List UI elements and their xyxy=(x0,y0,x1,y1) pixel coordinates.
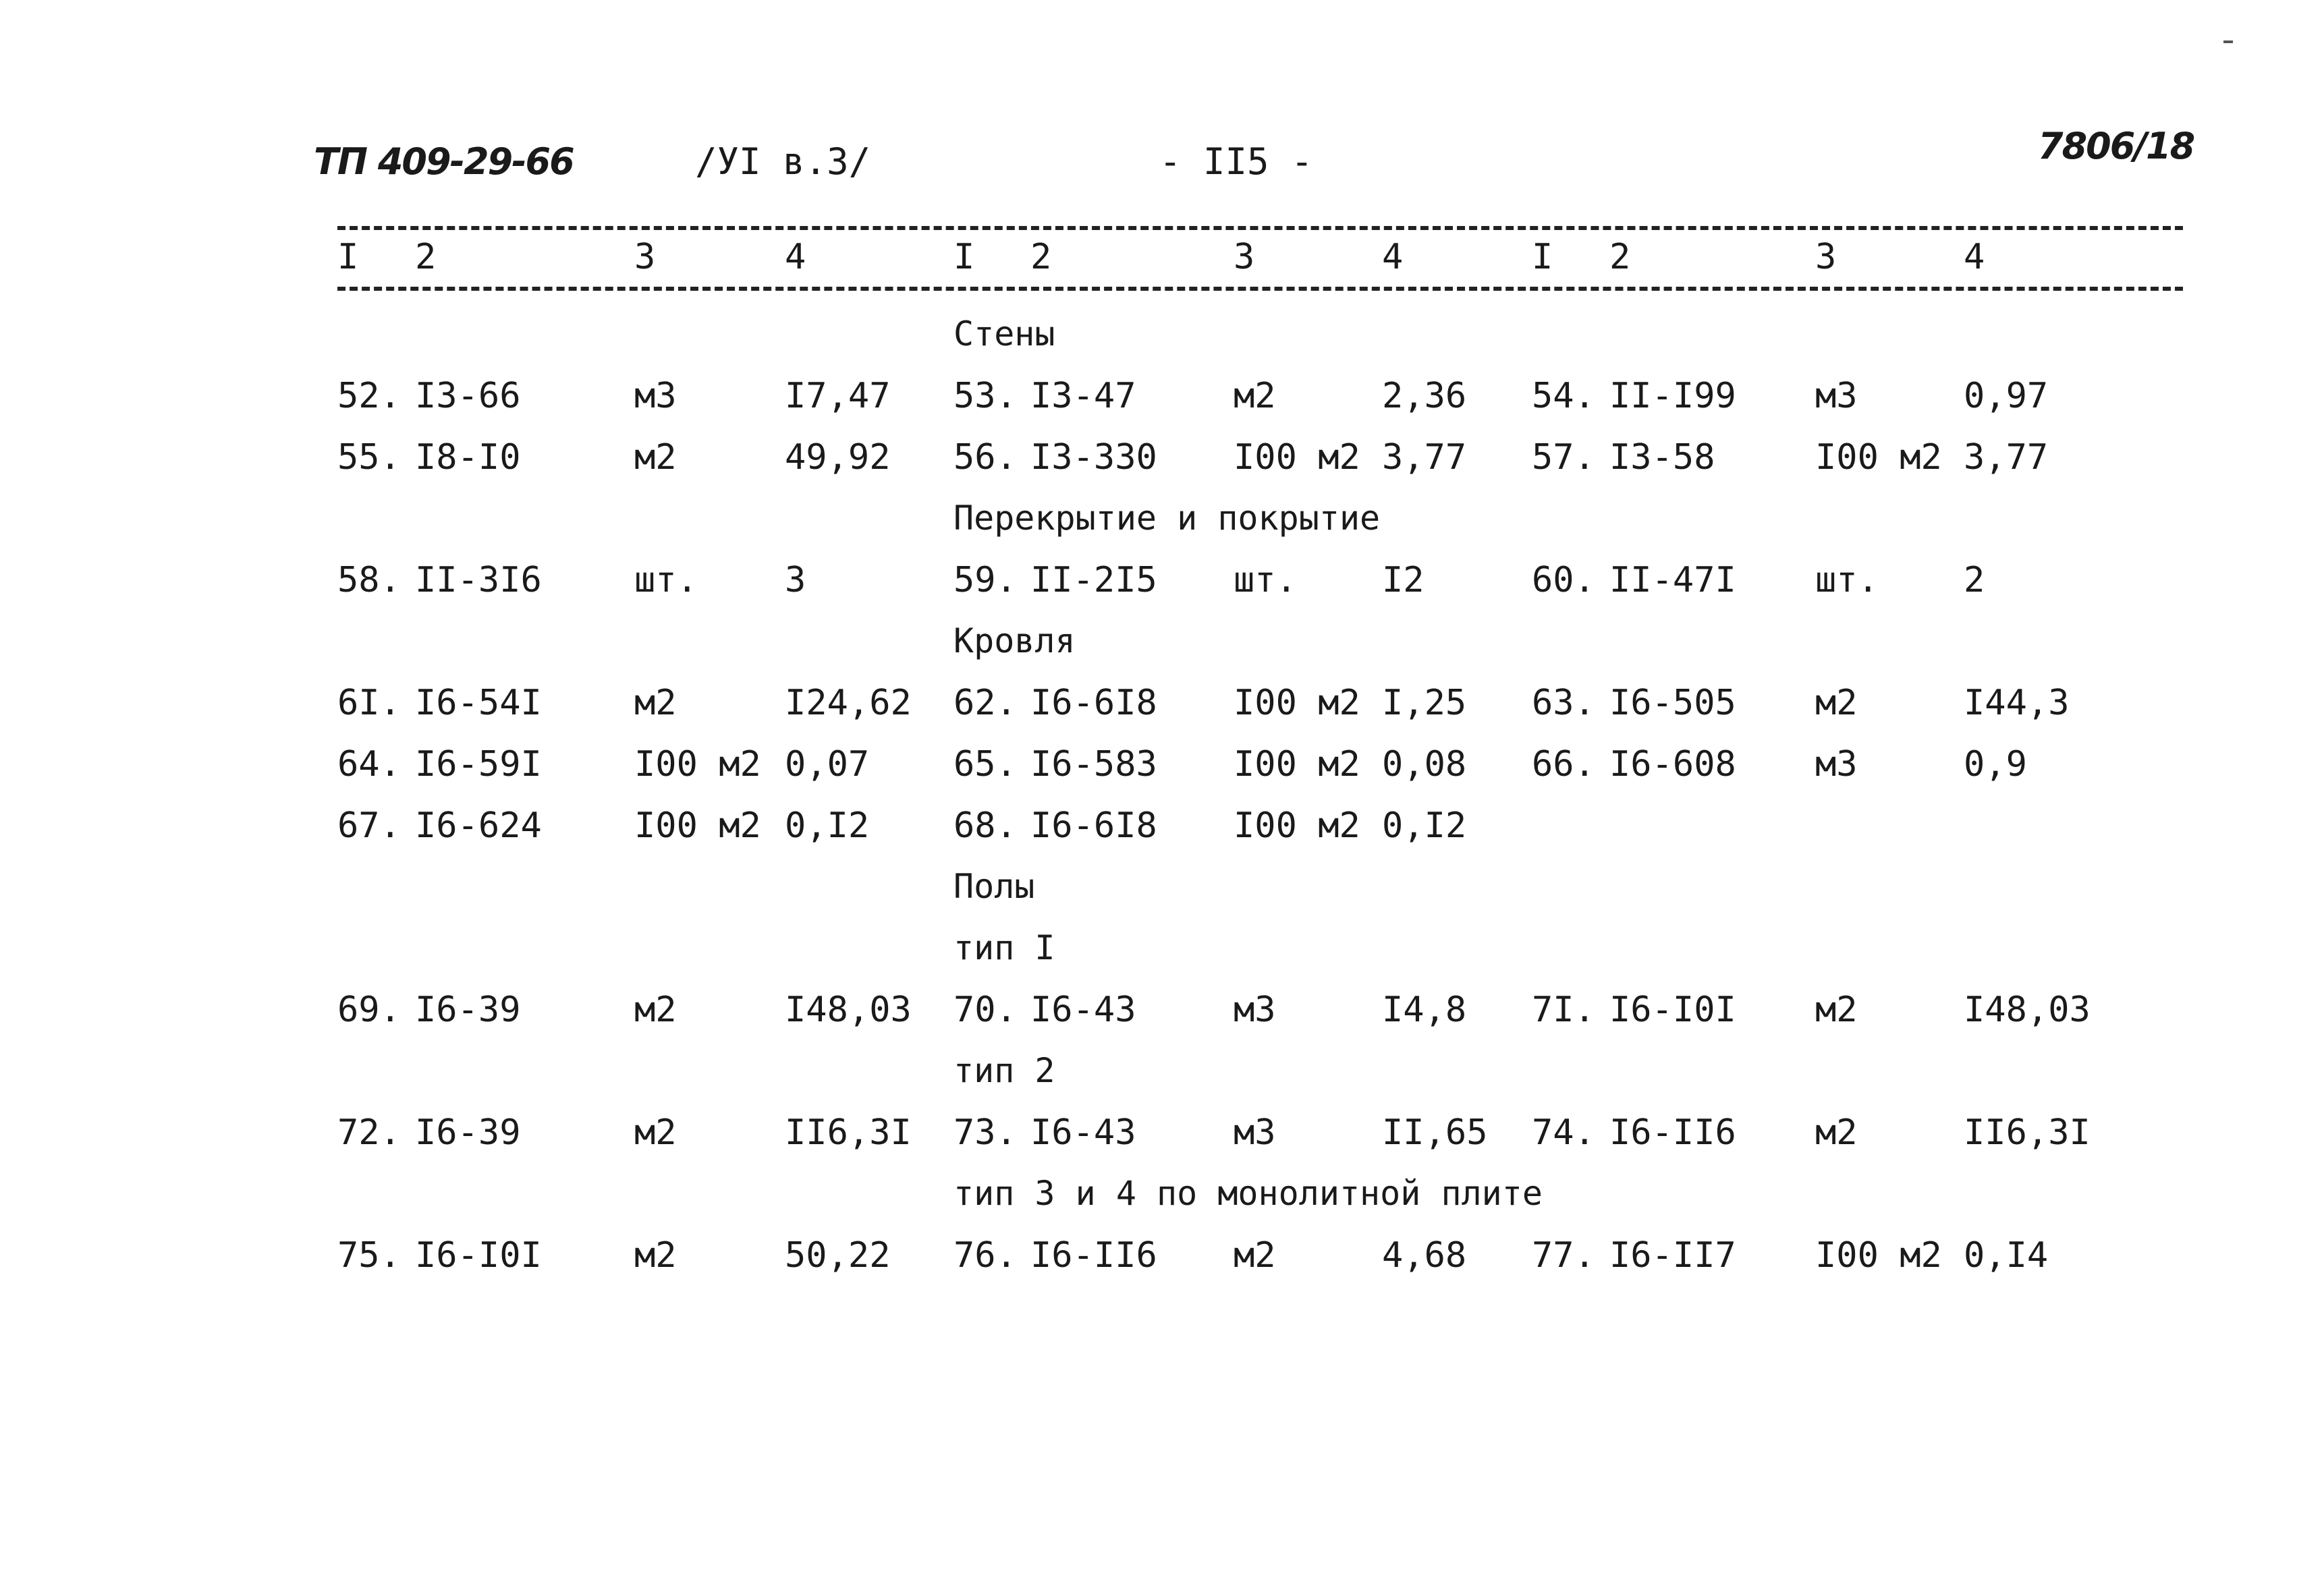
quantity: I44,3 xyxy=(1964,683,2070,723)
volume-label: /УI в.3/ xyxy=(695,140,871,183)
rate-code: I6-608 xyxy=(1609,744,1736,785)
rate-code: I6-624 xyxy=(415,805,542,846)
column-header: 2 xyxy=(1030,237,1052,277)
item-number: 64. xyxy=(337,744,401,785)
rate-code: I3-58 xyxy=(1609,437,1715,478)
unit: I00 м2 xyxy=(1815,437,1942,478)
quantity: 3,77 xyxy=(1382,437,1467,478)
rate-code: I6-6I8 xyxy=(1030,805,1157,846)
rate-code: II-47I xyxy=(1609,560,1736,600)
rate-code: I6-39 xyxy=(415,1112,521,1153)
section-title: Кровля xyxy=(953,621,1076,660)
item-number: 69. xyxy=(337,990,401,1030)
item-number: 60. xyxy=(1532,560,1595,600)
unit: м3 xyxy=(1815,744,1858,785)
quantity: I,25 xyxy=(1382,683,1467,723)
unit: м2 xyxy=(634,1235,677,1276)
column-header: 4 xyxy=(785,237,806,277)
item-number: 67. xyxy=(337,805,401,846)
item-number: 56. xyxy=(953,437,1017,478)
quantity: 0,9 xyxy=(1964,744,2027,785)
item-number: 7I. xyxy=(1532,990,1595,1030)
column-header: 4 xyxy=(1382,237,1404,277)
rate-code: II-I99 xyxy=(1609,376,1736,416)
unit: м2 xyxy=(634,990,677,1030)
section-title: тип I xyxy=(953,928,1055,967)
rate-code: I6-II7 xyxy=(1609,1235,1736,1276)
quantity: 4,68 xyxy=(1382,1235,1467,1276)
quantity: 50,22 xyxy=(785,1235,891,1276)
rate-code: I6-6I8 xyxy=(1030,683,1157,723)
quantity: 0,I4 xyxy=(1964,1235,2049,1276)
rate-code: I6-505 xyxy=(1609,683,1736,723)
column-header: I xyxy=(337,237,359,277)
unit: м2 xyxy=(1234,376,1276,416)
unit: I00 м2 xyxy=(634,805,761,846)
rate-code: I6-59I xyxy=(415,744,542,785)
rate-code: I6-II6 xyxy=(1030,1235,1157,1276)
unit: шт. xyxy=(1234,560,1297,600)
item-number: 77. xyxy=(1532,1235,1595,1276)
rate-code: I6-583 xyxy=(1030,744,1157,785)
page-number: - II5 - xyxy=(1159,140,1313,183)
header-rule-bottom xyxy=(337,287,2183,291)
quantity: II6,3I xyxy=(785,1112,912,1153)
section-title: Перекрытие и покрытие xyxy=(953,499,1381,538)
column-header: 2 xyxy=(415,237,437,277)
quantity: I24,62 xyxy=(785,683,912,723)
unit: м3 xyxy=(1234,1112,1276,1153)
rate-code: I6-I0I xyxy=(415,1235,542,1276)
unit: шт. xyxy=(634,560,698,600)
unit: м2 xyxy=(634,1112,677,1153)
item-number: 53. xyxy=(953,376,1017,416)
rate-code: I6-I0I xyxy=(1609,990,1736,1030)
quantity: 2 xyxy=(1964,560,1985,600)
item-number: 62. xyxy=(953,683,1017,723)
item-number: 70. xyxy=(953,990,1017,1030)
column-header: 2 xyxy=(1609,237,1631,277)
quantity: I48,03 xyxy=(1964,990,2091,1030)
section-title: Полы xyxy=(953,867,1035,906)
item-number: 57. xyxy=(1532,437,1595,478)
column-header: I xyxy=(1532,237,1553,277)
quantity: 2,36 xyxy=(1382,376,1467,416)
unit: I00 м2 xyxy=(1234,744,1360,785)
unit: м2 xyxy=(634,437,677,478)
section-title: тип 3 и 4 по монолитной плите xyxy=(953,1174,1543,1213)
item-number: 54. xyxy=(1532,376,1595,416)
item-number: 66. xyxy=(1532,744,1595,785)
unit: I00 м2 xyxy=(1234,805,1360,846)
item-number: 74. xyxy=(1532,1112,1595,1153)
rate-code: I6-II6 xyxy=(1609,1112,1736,1153)
item-number: 68. xyxy=(953,805,1017,846)
quantity: 3,77 xyxy=(1964,437,2049,478)
column-header: 3 xyxy=(634,237,656,277)
quantity: 0,07 xyxy=(785,744,870,785)
quantity: 3 xyxy=(785,560,806,600)
unit: м3 xyxy=(1234,990,1276,1030)
unit: I00 м2 xyxy=(1815,1235,1942,1276)
unit: м2 xyxy=(634,683,677,723)
quantity: 49,92 xyxy=(785,437,891,478)
unit: I00 м2 xyxy=(1234,437,1360,478)
quantity: I7,47 xyxy=(785,376,891,416)
rate-code: I3-66 xyxy=(415,376,521,416)
rate-code: I6-39 xyxy=(415,990,521,1030)
item-number: 76. xyxy=(953,1235,1017,1276)
column-header: I xyxy=(953,237,975,277)
unit: шт. xyxy=(1815,560,1879,600)
item-number: 59. xyxy=(953,560,1017,600)
rate-code: I3-330 xyxy=(1030,437,1157,478)
section-title: Стены xyxy=(953,314,1055,353)
column-header: 3 xyxy=(1234,237,1255,277)
quantity: 0,08 xyxy=(1382,744,1467,785)
item-number: 73. xyxy=(953,1112,1017,1153)
item-number: 75. xyxy=(337,1235,401,1276)
item-number: 58. xyxy=(337,560,401,600)
unit: м3 xyxy=(1815,376,1858,416)
scan-mark xyxy=(2223,40,2233,43)
column-header: 4 xyxy=(1964,237,1985,277)
unit: м2 xyxy=(1815,1112,1858,1153)
unit: м2 xyxy=(1815,990,1858,1030)
item-number: 63. xyxy=(1532,683,1595,723)
quantity: II,65 xyxy=(1382,1112,1488,1153)
sheet-ref: 7806/18 xyxy=(2038,125,2194,167)
item-number: 72. xyxy=(337,1112,401,1153)
quantity: I4,8 xyxy=(1382,990,1467,1030)
quantity: I2 xyxy=(1382,560,1424,600)
quantity: 0,I2 xyxy=(1382,805,1467,846)
doc-code: ТП 409-29-66 xyxy=(314,140,574,183)
column-header: 3 xyxy=(1815,237,1837,277)
quantity: 0,I2 xyxy=(785,805,870,846)
item-number: 52. xyxy=(337,376,401,416)
unit: I00 м2 xyxy=(1234,683,1360,723)
rate-code: I6-43 xyxy=(1030,990,1136,1030)
item-number: 55. xyxy=(337,437,401,478)
section-title: тип 2 xyxy=(953,1051,1055,1090)
item-number: 65. xyxy=(953,744,1017,785)
rate-code: I6-54I xyxy=(415,683,542,723)
item-number: 6I. xyxy=(337,683,401,723)
unit: м2 xyxy=(1234,1235,1276,1276)
rate-code: II-2I5 xyxy=(1030,560,1157,600)
rate-code: I3-47 xyxy=(1030,376,1136,416)
unit: м3 xyxy=(634,376,677,416)
unit: I00 м2 xyxy=(634,744,761,785)
quantity: I48,03 xyxy=(785,990,912,1030)
rate-code: I8-I0 xyxy=(415,437,521,478)
header-rule-top xyxy=(337,226,2183,230)
rate-code: I6-43 xyxy=(1030,1112,1136,1153)
unit: м2 xyxy=(1815,683,1858,723)
quantity: II6,3I xyxy=(1964,1112,2091,1153)
rate-code: II-3I6 xyxy=(415,560,542,600)
quantity: 0,97 xyxy=(1964,376,2049,416)
